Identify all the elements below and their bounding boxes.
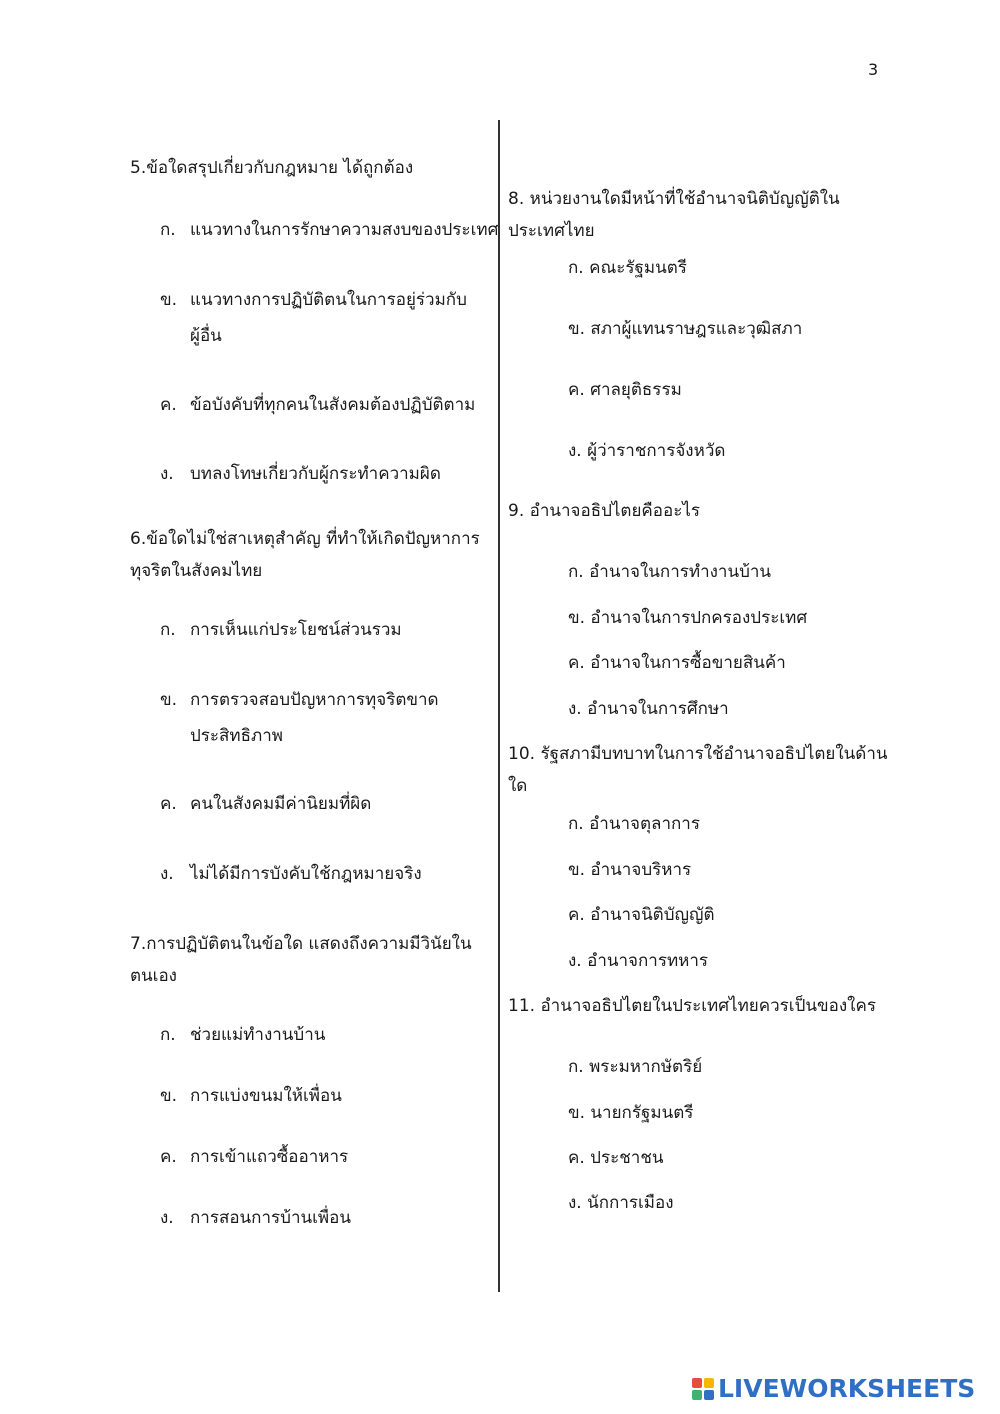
q5-option-d <box>160 456 441 492</box>
option-text <box>190 682 439 754</box>
question-line2: ตนเอง <box>130 966 177 986</box>
option-marker: ก. <box>160 1025 176 1045</box>
question-line2: ใด <box>508 776 528 796</box>
logo-tile <box>692 1390 702 1400</box>
q10-option-a: ก. อำนาจตุลาการ <box>568 814 700 834</box>
option-marker: ข. <box>160 290 178 310</box>
option-marker: ค. <box>160 395 177 415</box>
q8-option-d: ง. ผู้ว่าราชการจังหวัด <box>568 441 726 461</box>
q6-option-c <box>160 786 371 822</box>
option-marker: ก. <box>160 620 176 640</box>
option-marker: ค. <box>160 794 177 814</box>
q11-option-d: ง. นักการเมือง <box>568 1193 674 1213</box>
q11-option-a: ก. พระมหากษัตริย์ <box>568 1057 703 1077</box>
option-text: แนวทางในการรักษาความสงบของประเทศ <box>190 220 499 240</box>
question-line1: 6.ข้อใดไม่ใช่สาเหตุสำคัญ ที่ทำให้เกิดปัญหาการ <box>130 529 480 549</box>
question-10 <box>508 738 888 802</box>
option-text: การสอนการบ้านเพื่อน <box>190 1208 351 1228</box>
q6-option-a <box>160 612 402 648</box>
option-text: ไม่ได้มีการบังคับใช้กฎหมายจริง <box>190 864 422 884</box>
question-line1: 7.การปฏิบัติตนในข้อใด แสดงถึงความมีวินัยใน <box>130 934 472 954</box>
q8-option-c: ค. ศาลยุติธรรม <box>568 380 682 400</box>
logo-tile <box>692 1378 702 1388</box>
option-text <box>190 282 467 354</box>
option-text-line2: ผู้อื่น <box>190 326 222 346</box>
question-line1: 10. รัฐสภามีบทบาทในการใช้อำนาจอธิปไตยในด้าน <box>508 744 888 764</box>
q9-option-d: ง. อำนาจในการศึกษา <box>568 699 729 719</box>
logo-tile <box>704 1390 714 1400</box>
q8-option-a: ก. คณะรัฐมนตรี <box>568 258 687 278</box>
option-text: ข้อบังคับที่ทุกคนในสังคมต้องปฏิบัติตาม <box>190 395 476 415</box>
question-line1: 8. หน่วยงานใดมีหน้าที่ใช้อำนาจนิติบัญญัติใน <box>508 189 840 209</box>
option-text-line1: แนวทางการปฏิบัติตนในการอยู่ร่วมกับ <box>190 290 467 310</box>
option-marker: ค. <box>160 1147 177 1167</box>
q5-option-b <box>160 282 467 354</box>
option-marker: ง. <box>160 1208 174 1228</box>
q6-option-d <box>160 856 422 892</box>
question-6 <box>130 523 480 587</box>
q7-option-b <box>160 1078 342 1114</box>
q7-option-a <box>160 1017 325 1053</box>
option-text-line1: การตรวจสอบปัญหาการทุจริตขาด <box>190 690 439 710</box>
q8-option-b: ข. สภาผู้แทนราษฎรและวุฒิสภา <box>568 319 803 339</box>
option-marker: ง. <box>160 464 174 484</box>
option-text: ช่วยแม่ทำงานบ้าน <box>190 1025 326 1045</box>
q10-option-b: ข. อำนาจบริหาร <box>568 860 692 880</box>
option-text-line2: ประสิทธิภาพ <box>190 726 283 746</box>
option-text: การแบ่งขนมให้เพื่อน <box>190 1086 342 1106</box>
question-line2: ทุจริตในสังคมไทย <box>130 561 263 581</box>
q9-option-b: ข. อำนาจในการปกครองประเทศ <box>568 608 808 628</box>
option-marker: ก. <box>160 220 176 240</box>
option-text: คนในสังคมมีค่านิยมที่ผิด <box>190 794 372 814</box>
q7-option-c <box>160 1139 348 1175</box>
question-9: 9. อำนาจอธิปไตยคืออะไร <box>508 501 701 521</box>
question-7 <box>130 928 472 992</box>
q5-option-a <box>160 212 498 248</box>
question-5: 5.ข้อใดสรุปเกี่ยวกับกฎหมาย ได้ถูกต้อง <box>130 158 414 178</box>
logo-tiles-icon <box>692 1378 714 1400</box>
logo-tile <box>704 1378 714 1388</box>
q9-option-c: ค. อำนาจในการซื้อขายสินค้า <box>568 653 786 673</box>
question-11: 11. อำนาจอธิปไตยในประเทศไทยควรเป็นของใคร <box>508 996 876 1016</box>
option-marker: ข. <box>160 690 178 710</box>
q7-option-d <box>160 1200 351 1236</box>
question-8 <box>508 183 840 247</box>
q6-option-b <box>160 682 439 754</box>
column-divider <box>498 120 500 1292</box>
page-number: 3 <box>868 60 879 79</box>
option-text: บทลงโทษเกี่ยวกับผู้กระทำความผิด <box>190 464 441 484</box>
option-text: การเข้าแถวซื้ออาหาร <box>190 1147 349 1167</box>
q5-option-c <box>160 387 475 423</box>
q9-option-a: ก. อำนาจในการทำงานบ้าน <box>568 562 772 582</box>
liveworksheets-logo <box>692 1374 975 1403</box>
logo-text: LIVEWORKSHEETS <box>718 1374 976 1403</box>
option-marker: ง. <box>160 864 174 884</box>
option-marker: ข. <box>160 1086 178 1106</box>
q10-option-c: ค. อำนาจนิติบัญญัติ <box>568 905 715 925</box>
option-text: การเห็นแก่ประโยชน์ส่วนรวม <box>190 620 402 640</box>
q11-option-b: ข. นายกรัฐมนตรี <box>568 1103 694 1123</box>
q11-option-c: ค. ประชาชน <box>568 1148 664 1168</box>
question-line2: ประเทศไทย <box>508 221 595 241</box>
q10-option-d: ง. อำนาจการทหาร <box>568 951 709 971</box>
